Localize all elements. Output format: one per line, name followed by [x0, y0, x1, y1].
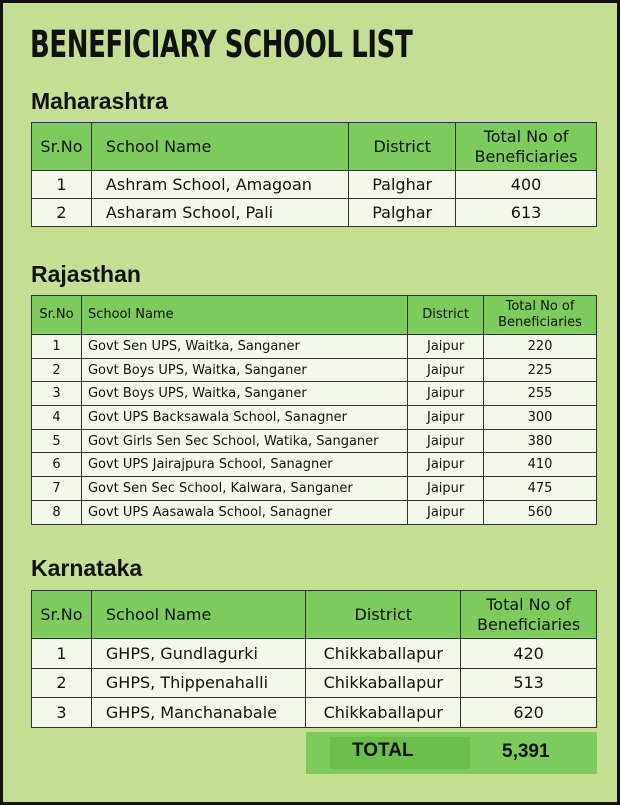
- cell-school-name: Govt Boys UPS, Waitka, Sanganer: [81, 358, 407, 382]
- state-heading-rajasthan: Rajasthan: [31, 261, 141, 287]
- header-sr: Sr.No: [32, 296, 82, 335]
- cell-school-name: GHPS, Thippenahalli: [91, 668, 306, 698]
- table-row: [32, 171, 597, 199]
- header-district: District: [349, 123, 456, 171]
- cell-district: Palghar: [349, 171, 456, 199]
- table-row: [32, 335, 597, 359]
- table-row: [32, 406, 597, 430]
- cell-sr: 2: [32, 358, 82, 382]
- header-total: Total No of Beneficiaries: [456, 123, 597, 171]
- header-school-name: School Name: [81, 296, 407, 335]
- cell-school-name: Asharam School, Pali: [91, 199, 348, 227]
- table-header-row: [32, 591, 597, 639]
- table-row: [32, 477, 597, 501]
- cell-school-name: Govt UPS Backsawala School, Sanagner: [81, 406, 407, 430]
- table-row: [32, 639, 597, 669]
- cell-sr: 6: [32, 453, 82, 477]
- cell-count: 613: [456, 199, 597, 227]
- total-value: 5,391: [502, 741, 550, 762]
- table-row: [32, 698, 597, 728]
- cell-district: Jaipur: [408, 406, 484, 430]
- cell-count: 620: [461, 698, 597, 728]
- cell-school-name: Govt Sen UPS, Waitka, Sanganer: [81, 335, 407, 359]
- cell-district: Chikkaballapur: [306, 639, 461, 669]
- header-total: Total No of Beneficiaries: [461, 591, 597, 639]
- cell-district: Jaipur: [408, 477, 484, 501]
- cell-school-name: GHPS, Gundlagurki: [91, 639, 306, 669]
- table-header-row: [32, 123, 597, 171]
- table-row: [32, 382, 597, 406]
- header-sr: Sr.No: [32, 123, 92, 171]
- cell-district: Jaipur: [408, 453, 484, 477]
- cell-count: 420: [461, 639, 597, 669]
- cell-count: 410: [484, 453, 597, 477]
- cell-district: Jaipur: [408, 500, 484, 524]
- cell-school-name: Govt Sen Sec School, Kalwara, Sanganer: [81, 477, 407, 501]
- total-box: [306, 732, 597, 774]
- cell-sr: 7: [32, 477, 82, 501]
- table-maharashtra: [31, 122, 597, 227]
- table-header-row: [32, 296, 597, 335]
- cell-district: Chikkaballapur: [306, 698, 461, 728]
- cell-count: 513: [461, 668, 597, 698]
- cell-sr: 1: [32, 335, 82, 359]
- cell-count: 475: [484, 477, 597, 501]
- cell-sr: 8: [32, 500, 82, 524]
- cell-district: Jaipur: [408, 382, 484, 406]
- cell-school-name: GHPS, Manchanabale: [91, 698, 306, 728]
- cell-sr: 2: [32, 668, 92, 698]
- table-karnataka: [31, 590, 597, 728]
- header-district: District: [408, 296, 484, 335]
- cell-count: 220: [484, 335, 597, 359]
- cell-district: Jaipur: [408, 335, 484, 359]
- header-school-name: School Name: [91, 123, 348, 171]
- table-row: [32, 358, 597, 382]
- total-label: TOTAL: [352, 740, 414, 761]
- cell-school-name: Govt Boys UPS, Waitka, Sanganer: [81, 382, 407, 406]
- table-row: [32, 199, 597, 227]
- cell-sr: 5: [32, 429, 82, 453]
- cell-district: Jaipur: [408, 358, 484, 382]
- cell-school-name: Ashram School, Amagoan: [91, 171, 348, 199]
- table-row: [32, 453, 597, 477]
- state-heading-karnataka: Karnataka: [31, 555, 143, 581]
- table-row: [32, 429, 597, 453]
- cell-school-name: Govt Girls Sen Sec School, Watika, Sanganer: [81, 429, 407, 453]
- cell-sr: 3: [32, 382, 82, 406]
- cell-sr: 1: [32, 639, 92, 669]
- cell-count: 300: [484, 406, 597, 430]
- cell-count: 560: [484, 500, 597, 524]
- table-row: [32, 500, 597, 524]
- cell-school-name: Govt UPS Jairajpura School, Sanagner: [81, 453, 407, 477]
- table-row: [32, 668, 597, 698]
- header-school-name: School Name: [91, 591, 306, 639]
- state-heading-maharashtra: Maharashtra: [31, 88, 168, 114]
- header-total: Total No of Beneficiaries: [484, 296, 597, 335]
- cell-sr: 4: [32, 406, 82, 430]
- header-sr: Sr.No: [32, 591, 92, 639]
- cell-count: 255: [484, 382, 597, 406]
- cell-district: Jaipur: [408, 429, 484, 453]
- cell-sr: 3: [32, 698, 92, 728]
- cell-sr: 2: [32, 199, 92, 227]
- header-district: District: [306, 591, 461, 639]
- cell-school-name: Govt UPS Aasawala School, Sanagner: [81, 500, 407, 524]
- cell-sr: 1: [32, 171, 92, 199]
- cell-count: 380: [484, 429, 597, 453]
- page-title: BENEFICIARY SCHOOL LIST: [30, 23, 413, 66]
- cell-district: Chikkaballapur: [306, 668, 461, 698]
- cell-count: 225: [484, 358, 597, 382]
- cell-count: 400: [456, 171, 597, 199]
- table-rajasthan: [31, 295, 597, 525]
- cell-district: Palghar: [349, 199, 456, 227]
